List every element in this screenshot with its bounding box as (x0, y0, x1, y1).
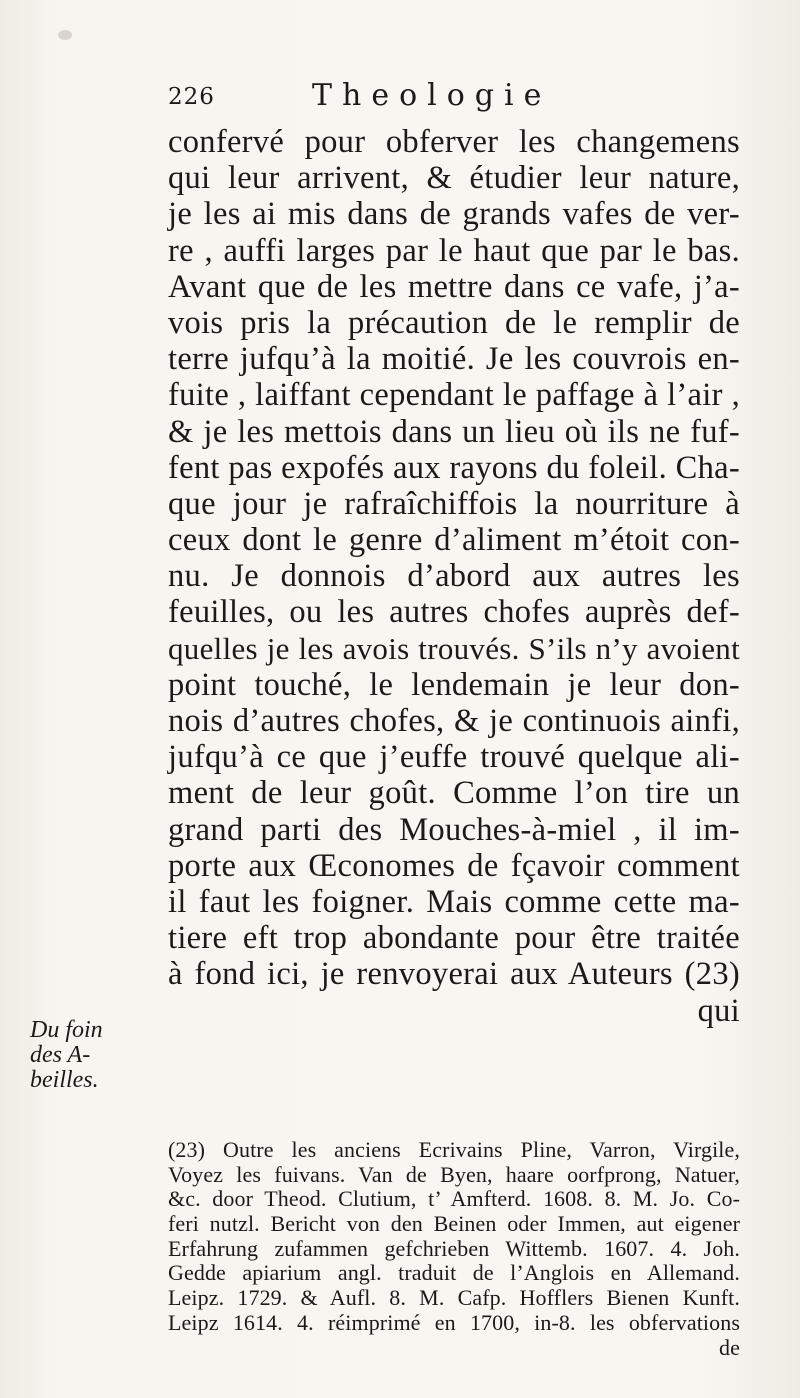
page-number: 226 (168, 84, 215, 110)
text-line: tiere eft trop abondante pour être traitée (168, 920, 740, 957)
text-line: nu. Je donnois d’abord aux autres les (168, 558, 740, 595)
text-line: nois d’autres chofes, & je continuois ainfi, (168, 703, 740, 739)
text-line: que jour je rafraîchiffois la nourriture à (168, 485, 740, 522)
footnote-line: Gedde apiarium angl. traduit de l’Anglois en Allemand. (168, 1260, 740, 1286)
footnote-line: Voyez les fuivans. Van de Byen, haare oorfprong, Natuer, (168, 1161, 740, 1187)
text-line: à fond ici, je renvoyerai aux Auteurs (23) (168, 956, 740, 993)
text-line: grand parti des Mouches-à-miel , il im- (168, 811, 740, 848)
margin-note-line: Du foin (30, 1017, 103, 1043)
text-line: jufqu’à ce que j’euffe trouvé quelque ali- (168, 739, 740, 776)
text-line: vois pris la précaution de le remplir de (168, 304, 740, 341)
text-line: il faut les foigner. Mais comme cette ma- (168, 883, 740, 920)
footnote-line: &c. door Theod. Clutium, t’ Amfterd. 1608. 8. M. Jo. Co- (168, 1186, 740, 1212)
main-text (168, 124, 740, 1029)
margin-note (30, 1018, 170, 1093)
text-line: point touché, le lendemain je leur don- (168, 666, 740, 703)
text-line: quelles je les avois trouvés. S’ils n’y avoient (168, 630, 740, 666)
text-line: ment de leur goût. Comme l’on tire un (168, 775, 740, 812)
text-line: re , auffi larges par le haut que par le bas. (168, 232, 740, 269)
page-header (168, 78, 728, 118)
text-line: feuilles, ou les autres chofes auprès def- (168, 594, 740, 631)
margin-note-line: beilles. (30, 1067, 99, 1093)
margin-note-line: des A- (30, 1042, 91, 1068)
text-line: fuite , laiffant cependant le paffage à l’air , (168, 377, 740, 414)
text-line: & je les mettois dans un lieu où ils ne fuf- (168, 413, 740, 450)
text-line: qui leur arrivent, & étudier leur nature, (168, 160, 740, 197)
text-line: fent pas expofés aux rayons du foleil. Cha- (168, 449, 740, 486)
footnote-line: Leipz. 1729. & Aufl. 8. M. Cafp. Hofflers Bienen Kunft. (168, 1285, 740, 1311)
footnote-line: (23) Outre les anciens Ecrivains Pline, Varron, Virgile, (168, 1137, 740, 1162)
footnote-line: Leipz 1614. 4. réimprimé en 1700, in-8. les obfervations (168, 1309, 740, 1335)
catchword: qui (697, 992, 740, 1029)
footnote-catchword: de (719, 1334, 740, 1360)
footnote-line: Erfahrung zufammen gefchrieben Wittemb. 1607. 4. Joh. (168, 1235, 740, 1261)
text-line: terre jufqu’à la moitié. Je les couvrois en- (168, 341, 740, 378)
text-line: porte aux Œconomes de fçavoir comment (168, 847, 740, 884)
text-line: je les ai mis dans de grands vafes de ver- (168, 196, 740, 233)
footnote (168, 1138, 740, 1360)
text-line: ceux dont le genre d’aliment m’étoit con- (168, 522, 740, 559)
footnote-line: feri nutzl. Bericht von den Beinen oder Immen, aut eigener (168, 1211, 740, 1237)
ink-smudge (58, 30, 72, 40)
text-line: confervé pour obferver les changemens (168, 124, 740, 160)
text-line: Avant que de les mettre dans ce vafe, j’a- (168, 268, 740, 305)
running-title: Theologie (312, 78, 552, 113)
